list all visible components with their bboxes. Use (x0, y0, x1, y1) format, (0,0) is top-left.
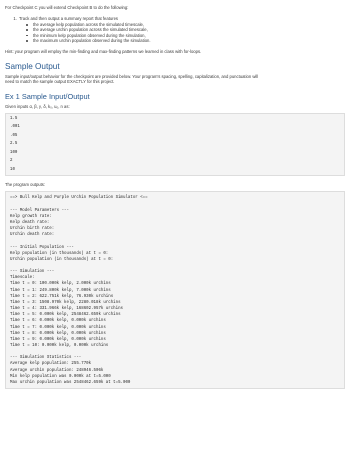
hint-text: Hint: your program will employ the min-finding and max-finding patterns we learned in class with for-loops. (5, 49, 202, 55)
task-bullet: the average kelp population across the simulated timescale, (29, 22, 345, 27)
input-line: 2.5 (10, 142, 18, 147)
input-line: .05 (10, 133, 18, 138)
sample-description-line: need to match the sample output EXACTLY for this project. (5, 79, 115, 85)
output-line: Urchin death rate: (10, 233, 55, 238)
task-bullet: the maximum urchin population observed during the simulation. (29, 38, 345, 43)
sample-input-block (5, 113, 345, 176)
task-list (5, 16, 345, 43)
output-line: Time t = 7: 0.000k kelp, 0.000k urchins (10, 325, 106, 330)
output-line: Time t = 4: 331.966k kelp, 168602.957k urchins (10, 307, 124, 312)
output-line: Timescale: (10, 276, 35, 281)
example-heading: Ex 1 Sample Input/Output (5, 91, 90, 101)
intro-text: For Checkpoint C you will extend Checkpoint B to do the following: (5, 5, 129, 10)
output-line: --- Simulation --- (10, 270, 55, 275)
output-line: --- Simulation Statistics --- (10, 356, 82, 361)
task-item (18, 16, 345, 43)
output-line: Time t = 1: 249.800k kelp, 7.000k urchins (10, 288, 111, 293)
input-line: 10 (10, 167, 15, 172)
input-line: 100 (10, 150, 18, 155)
output-line: --- Model Parameters --- (10, 208, 69, 213)
output-line: Kelp death rate: (10, 220, 50, 225)
task-bullet: the average urchin population across the simulated timescale, (29, 27, 345, 32)
output-line: Time t = 6: 0.000k kelp, 0.000k urchins (10, 319, 106, 324)
input-line: 1.5 (10, 117, 18, 122)
output-line: Kelp population (in thousands) at t = 0: (10, 251, 109, 256)
task-bullet: the minimum kelp population observed during the simulation, (29, 33, 345, 38)
task-text: Track and then output a summary report that features (19, 16, 118, 22)
given-inputs-text: Given inputs α, β, γ, δ, k₀, u₀, n as: (5, 103, 70, 109)
output-line: Time t = 5: 0.000k kelp, 2548462.659k urchins (10, 313, 121, 318)
input-line: .001 (10, 125, 20, 130)
output-line: Max urchin population was 2548462.659k at t=5.000 (10, 380, 131, 385)
input-line: 2 (10, 159, 13, 164)
output-line: Time t = 0: 100.000k kelp, 2.000k urchins (10, 282, 111, 287)
sample-output-block (5, 191, 345, 389)
output-line: Time t = 2: 622.751k kelp, 76.930k urchins (10, 294, 114, 299)
sample-description-line: Sample input/output behavior for the checkpoint are provided below. Your program's spacing, spelling, capitalization, and punctuation will (5, 73, 259, 79)
task-bullets (19, 22, 345, 44)
output-line: Time t = 3: 1508.970k kelp, 2280.018k urchins (10, 300, 121, 305)
output-line: ==> Bull Kelp and Purple Urchin Population Simulator <== (10, 196, 148, 201)
sample-output-heading: Sample Output (5, 61, 60, 71)
output-line: --- Initial Population --- (10, 245, 74, 250)
outputs-label: The program outputs: (5, 181, 46, 187)
output-line: Time t = 8: 0.000k kelp, 0.000k urchins (10, 331, 106, 336)
output-line: Average urchin population: 248946.506k (10, 368, 104, 373)
output-line: Urchin birth rate: (10, 227, 55, 232)
output-line: Urchin population (in thousands) at t = 0: (10, 257, 114, 262)
output-line: Time t = 9: 0.000k kelp, 0.000k urchins (10, 337, 106, 342)
output-line: Average kelp population: 255.770k (10, 362, 92, 367)
output-line: Min kelp population was 0.000k at t=5.000 (10, 374, 111, 379)
output-line: Kelp growth rate: (10, 214, 52, 219)
output-line: Time t = 10: 0.000k kelp, 0.000k urchins (10, 344, 109, 349)
